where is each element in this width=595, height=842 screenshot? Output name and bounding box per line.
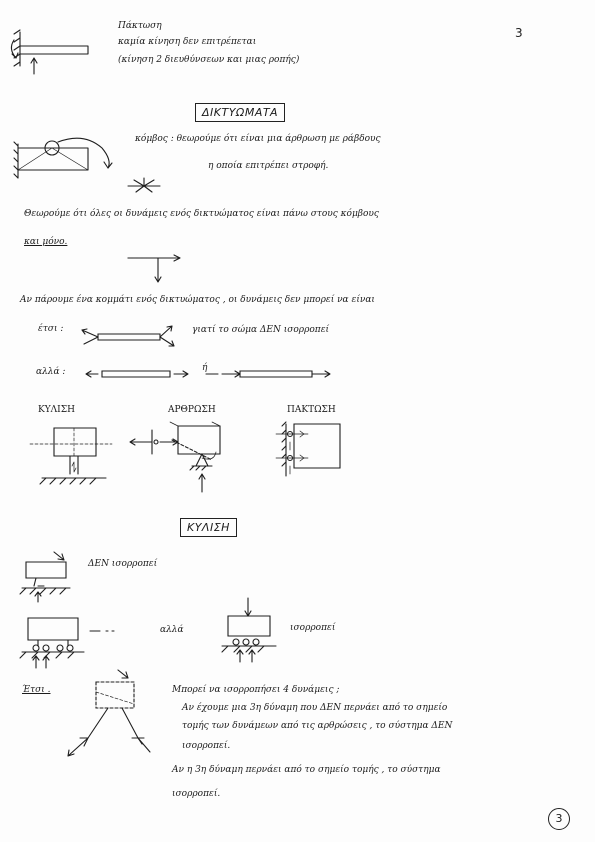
label-other: αλλά (160, 625, 184, 635)
intro-line-2: καμία κίνηση δεν επιτρέπεται (118, 37, 257, 47)
intro-line-3: (κίνηση 2 διευθύνσεων και μιας ροπής) (118, 55, 300, 65)
three-forces-sketch (60, 668, 170, 760)
dash-sketch (88, 626, 122, 636)
heading-roller: ΚΥΛΙΣΗ (180, 518, 237, 537)
question-line-5: Αν η 3η δύναμη περνάει από το σημείο τομής , το σύστημα (172, 765, 441, 775)
pin-support-sketch (120, 416, 250, 500)
member-axial-forces-sketch (82, 362, 342, 386)
other-label: αλλά : (36, 367, 66, 377)
node-line-1: κόμβος : θεωρούμε ότι είναι μια άρθρωση με ράβδους (135, 134, 381, 144)
roller-vertical-sketch (14, 610, 104, 670)
roller-balanced-sketch (218, 596, 288, 666)
member-line-1: Αν πάρουμε ένα κομμάτι ενός δικτυώματος , οι δυνάμεις δεν μπορεί να είναι (20, 295, 375, 305)
member-reason: γιατί το σώμα ΔΕΝ ισορροπεί (192, 325, 330, 335)
forces-line-2: και μόνο. (24, 237, 68, 247)
roller-support-sketch (26, 420, 116, 492)
page-number-top: 3 (515, 26, 523, 40)
node-line-2: η οποία επιτρέπει στροφή. (208, 161, 329, 171)
forces-line-1: Θεωρούμε ότι όλες οι δυνάμεις ενός δικτυώματος είναι πάνω στους κόμβους (24, 209, 379, 219)
question-line-1: Μπορεί να ισορροπήσει 4 δυνάμεις ; (172, 685, 340, 695)
member-prefix: έτσι : (38, 324, 64, 334)
page-number-bottom: 3 (548, 808, 570, 830)
label-not-balanced: ΔΕΝ ισορροπεί (88, 559, 158, 569)
question-line-2: Αν έχουμε μια 3η δύναμη που ΔΕΝ περνάει από το σημείο (182, 703, 448, 713)
question-line-6: ισορροπεί. (172, 789, 221, 799)
support-label-fixed: ΠΑΚΤΩΣΗ (287, 405, 336, 415)
or-label: ή (202, 363, 208, 373)
fixed-support-pins-sketch (264, 420, 354, 490)
label-balanced: ισορροπεί (290, 623, 336, 633)
heading-networks: ΔΙΚΤΥΩΜΑΤΑ (195, 103, 285, 122)
label-here: Έτσι . (22, 685, 51, 695)
intro-line-1: Πάκτωση (118, 21, 162, 31)
question-line-4: ισορροπεί. (182, 741, 231, 751)
roller-unbalanced-sketch (14, 550, 78, 604)
member-wrong-forces-sketch (78, 316, 188, 356)
fixed-support-sketch (6, 18, 96, 80)
node-force-sketch (118, 250, 198, 290)
question-line-3: τομής των δυνάμεων από τις αρθρώσεις , το σύστημα ΔΕΝ (182, 721, 453, 731)
support-label-roller: ΚΥΛΙΣΗ (38, 405, 75, 415)
support-label-pin: ΑΡΘΡΩΣΗ (168, 405, 216, 415)
